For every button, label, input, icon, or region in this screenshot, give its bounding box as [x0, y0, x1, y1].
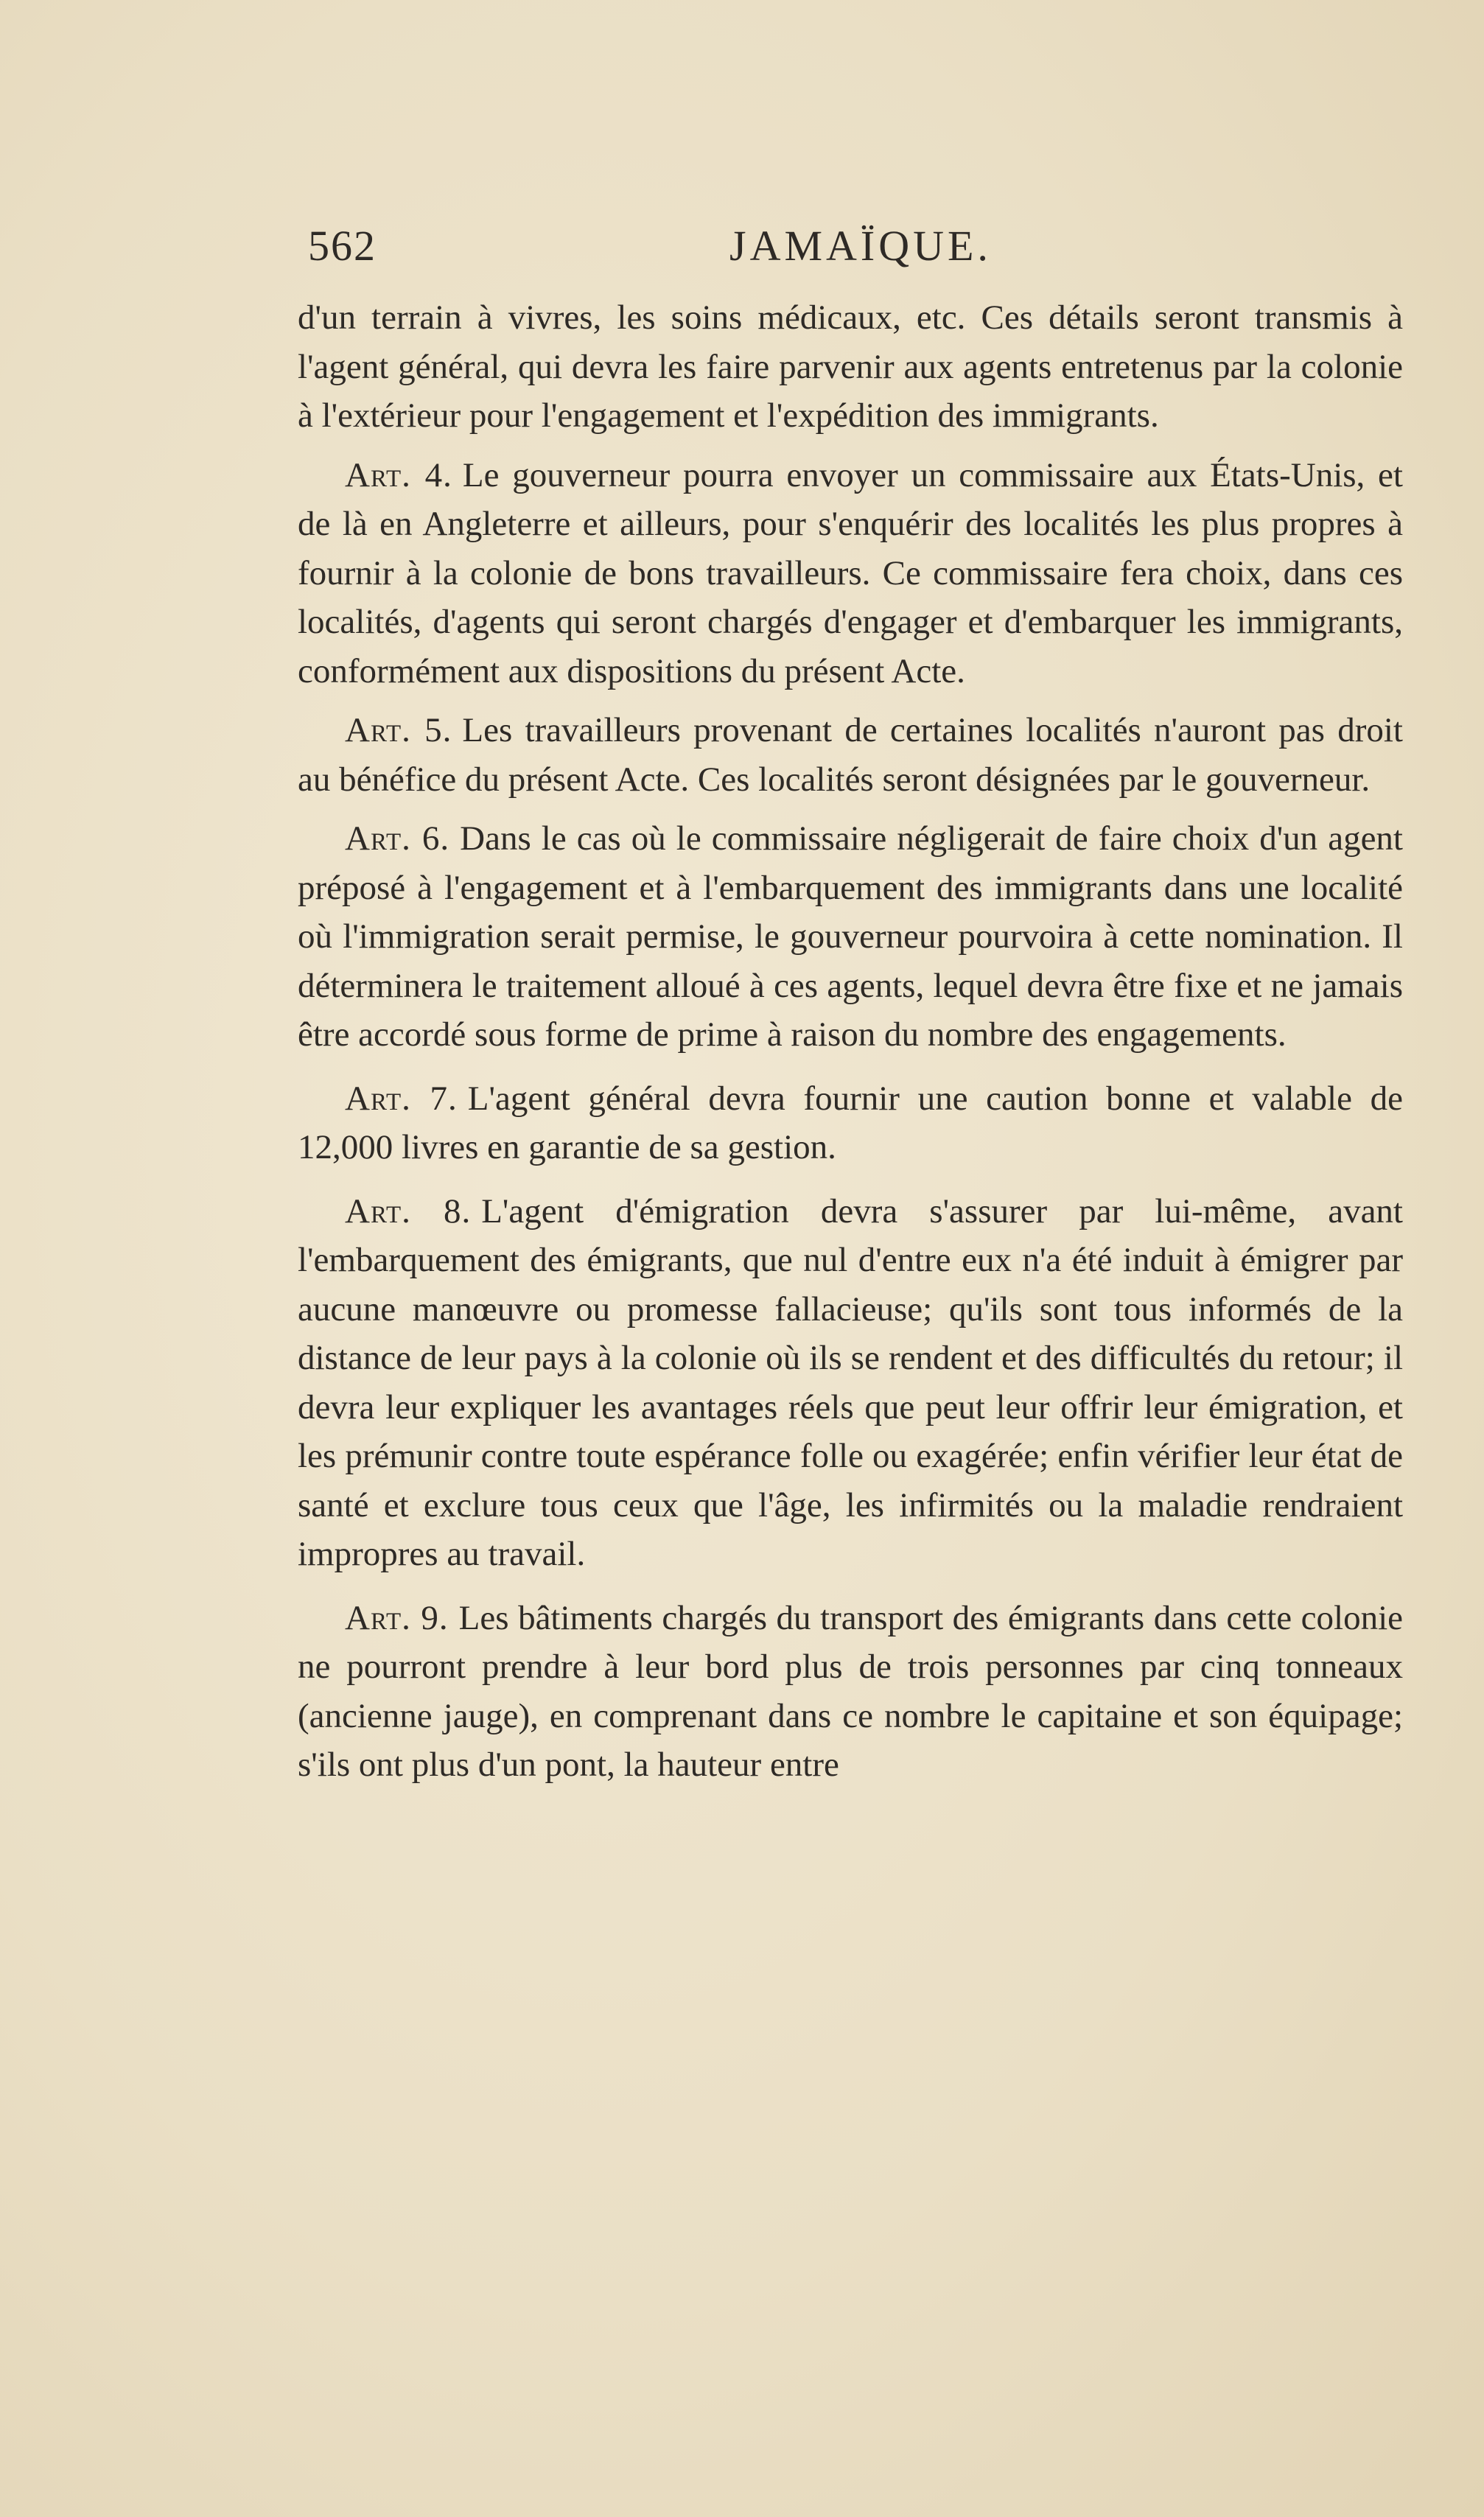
article-label: Art. 5. [345, 711, 452, 749]
article-label: Art. 8. [345, 1191, 472, 1231]
article-9 [298, 1594, 1403, 1790]
article-6 [298, 814, 1403, 1060]
article-label: Art. 9. [345, 1598, 449, 1637]
running-title: JAMAÏQUE. [729, 222, 992, 270]
article-7 [298, 1074, 1403, 1172]
article-8 [298, 1187, 1403, 1579]
body-text [298, 293, 1403, 1790]
article-5 [298, 706, 1403, 804]
paragraph-continuation [298, 293, 1403, 441]
paragraph-text: d'un terrain à vivres, les soins médicaux, etc. Ces détails seront transmis à l'agent général, qui devra les faire parvenir aux agents entretenus par la colonie à l'extérieur pour l'engagement et l'expédition des immigrants. [298, 298, 1403, 435]
article-label: Art. 6. [345, 819, 450, 858]
article-text: L'agent général devra fournir une caution bonne et valable de 12,000 livres en garantie de sa gestion. [298, 1079, 1403, 1166]
article-label: Art. 7. [345, 1079, 458, 1118]
article-label: Art. 4. [345, 455, 452, 494]
article-text: Les travailleurs provenant de certaines localités n'auront pas droit au bénéfice du présent Acte. Ces localités seront désignées par le gouverneur. [298, 711, 1403, 799]
article-text: L'agent d'émigration devra s'assurer par lui-même, avant l'embarquement des émigrants, que nul d'entre eux n'a été induit à émigrer par aucune manœuvre ou promesse fallacieuse; qu'ils sont tous informés de la distance de leur pays à la colonie où ils se rendent et des difficultés du retour; il devra leur expliquer les avantages réels que peut leur offrir leur émigration, et les prémunir contre toute espérance folle ou exagérée; enfin vérifier leur état de santé et exclure tous ceux que l'âge, les infirmités ou la maladie rendraient impropres au travail. [298, 1191, 1403, 1573]
article-text: Dans le cas où le commissaire négligerait de faire choix d'un agent préposé à l'engagement et à l'embarquement des immigrants dans une localité où l'immigration serait permise, le gouverneur pourvoira à cette nomination. Il déterminera le traitement alloué à ces agents, lequel devra être fixe et ne jamais être accordé sous forme de prime à raison du nombre des engagements. [298, 819, 1403, 1054]
page-number: 562 [308, 222, 377, 270]
running-head [308, 221, 1406, 280]
article-text: Les bâtiments chargés du transport des émigrants dans cette colonie ne pourront prendre à leur bord plus de trois personnes par cinq tonneaux (ancienne jauge), en comprenant dans ce nombre le capitaine et son équipage; s'ils ont plus d'un pont, la hauteur entre [298, 1598, 1403, 1784]
article-text: Le gouverneur pourra envoyer un commissaire aux États-Unis, et de là en Angleterre et ailleurs, pour s'enquérir des localités les plus propres à fournir à la colonie de bons travailleurs. Ce commissaire fera choix, dans ces localités, d'agents qui seront chargés d'engager et d'embarquer les immigrants, conformément aux dispositions du présent Acte. [298, 455, 1403, 690]
article-4 [298, 451, 1403, 696]
